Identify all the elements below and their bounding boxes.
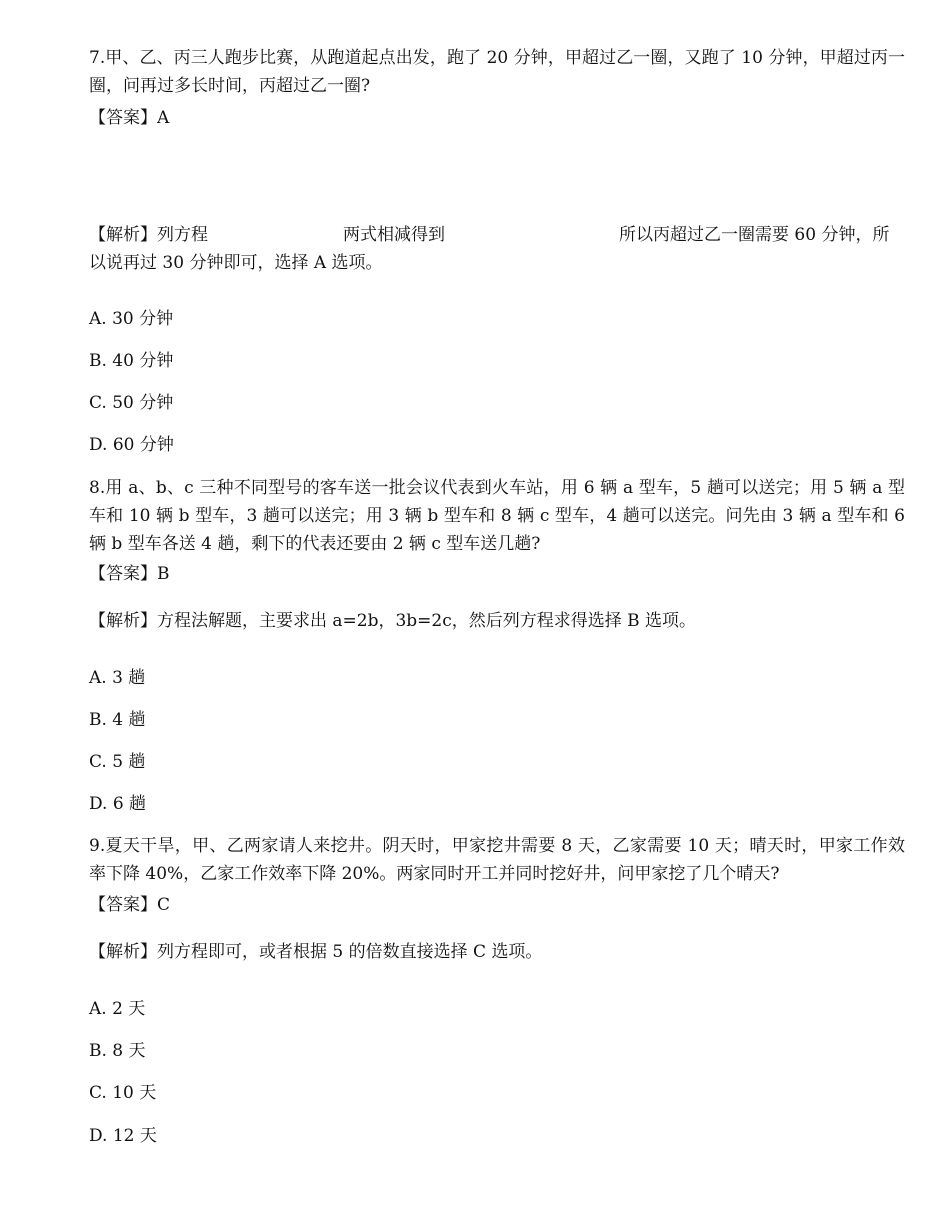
- question-8-option-a: A. 3 趟: [89, 668, 146, 688]
- question-9-option-b: B. 8 天: [89, 1041, 146, 1061]
- question-9-text: 9.夏天干旱，甲、乙两家请人来挖井。阴天时，甲家挖井需要 8 天，乙家需要 10 天；晴天时，甲家工作效率下降 40%，乙家工作效率下降 20%。两家同时开工并同时挖好井，问甲家挖了几个晴天?: [89, 836, 905, 884]
- question-9-analysis: 【解析】列方程即可，或者根据 5 的倍数直接选择 C 选项。: [89, 942, 543, 962]
- question-7-option-a: A. 30 分钟: [89, 309, 174, 329]
- question-8-answer: 【答案】B: [89, 564, 170, 584]
- question-9-option-a: A. 2 天: [89, 999, 146, 1019]
- question-8-option-d: D. 6 趟: [89, 794, 147, 814]
- question-9-option-d: D. 12 天: [89, 1126, 157, 1146]
- question-9-option-c: C. 10 天: [89, 1083, 157, 1103]
- question-7-option-c: C. 50 分钟: [89, 393, 174, 413]
- question-7-text: 7.甲、乙、丙三人跑步比赛，从跑道起点出发，跑了 20 分钟，甲超过乙一圈，又跑了 10 分钟，甲超过丙一圈，问再过多长时间，丙超过乙一圈?: [89, 48, 905, 96]
- question-8-option-b: B. 4 趟: [89, 710, 146, 730]
- question-8-analysis: 【解析】方程法解题，主要求出 a=2b，3b=2c，然后列方程求得选择 B 选项。: [89, 611, 697, 631]
- question-9-answer: 【答案】C: [89, 895, 171, 915]
- question-7-answer: 【答案】A: [89, 108, 170, 128]
- analysis-conclusion-text: 以说再过 30 分钟即可，选择 A 选项。: [89, 253, 383, 273]
- analysis-label-equation: 【解析】列方程: [89, 225, 208, 245]
- question-8-text: 8.用 a、b、c 三种不同型号的客车送一批会议代表到火车站，用 6 辆 a 型车，5 趟可以送完；用 5 辆 a 型车和 10 辆 b 型车，3 趟可以送完；用 3 辆 b 型车和 8 辆 c 型车，4 趟可以送完。问先由 3 辆 a 型车和 6 辆 b 型车各送 4 趟，剩下的代表还要由 2 辆 c 型车送几趟?: [89, 478, 905, 554]
- question-7-option-d: D. 60 分钟: [89, 435, 174, 455]
- question-8-option-c: C. 5 趟: [89, 752, 146, 772]
- question-7-option-b: B. 40 分钟: [89, 351, 174, 371]
- analysis-subtract-text: 两式相减得到: [343, 225, 445, 245]
- analysis-result-text: 所以丙超过乙一圈需要 60 分钟，所: [619, 225, 890, 245]
